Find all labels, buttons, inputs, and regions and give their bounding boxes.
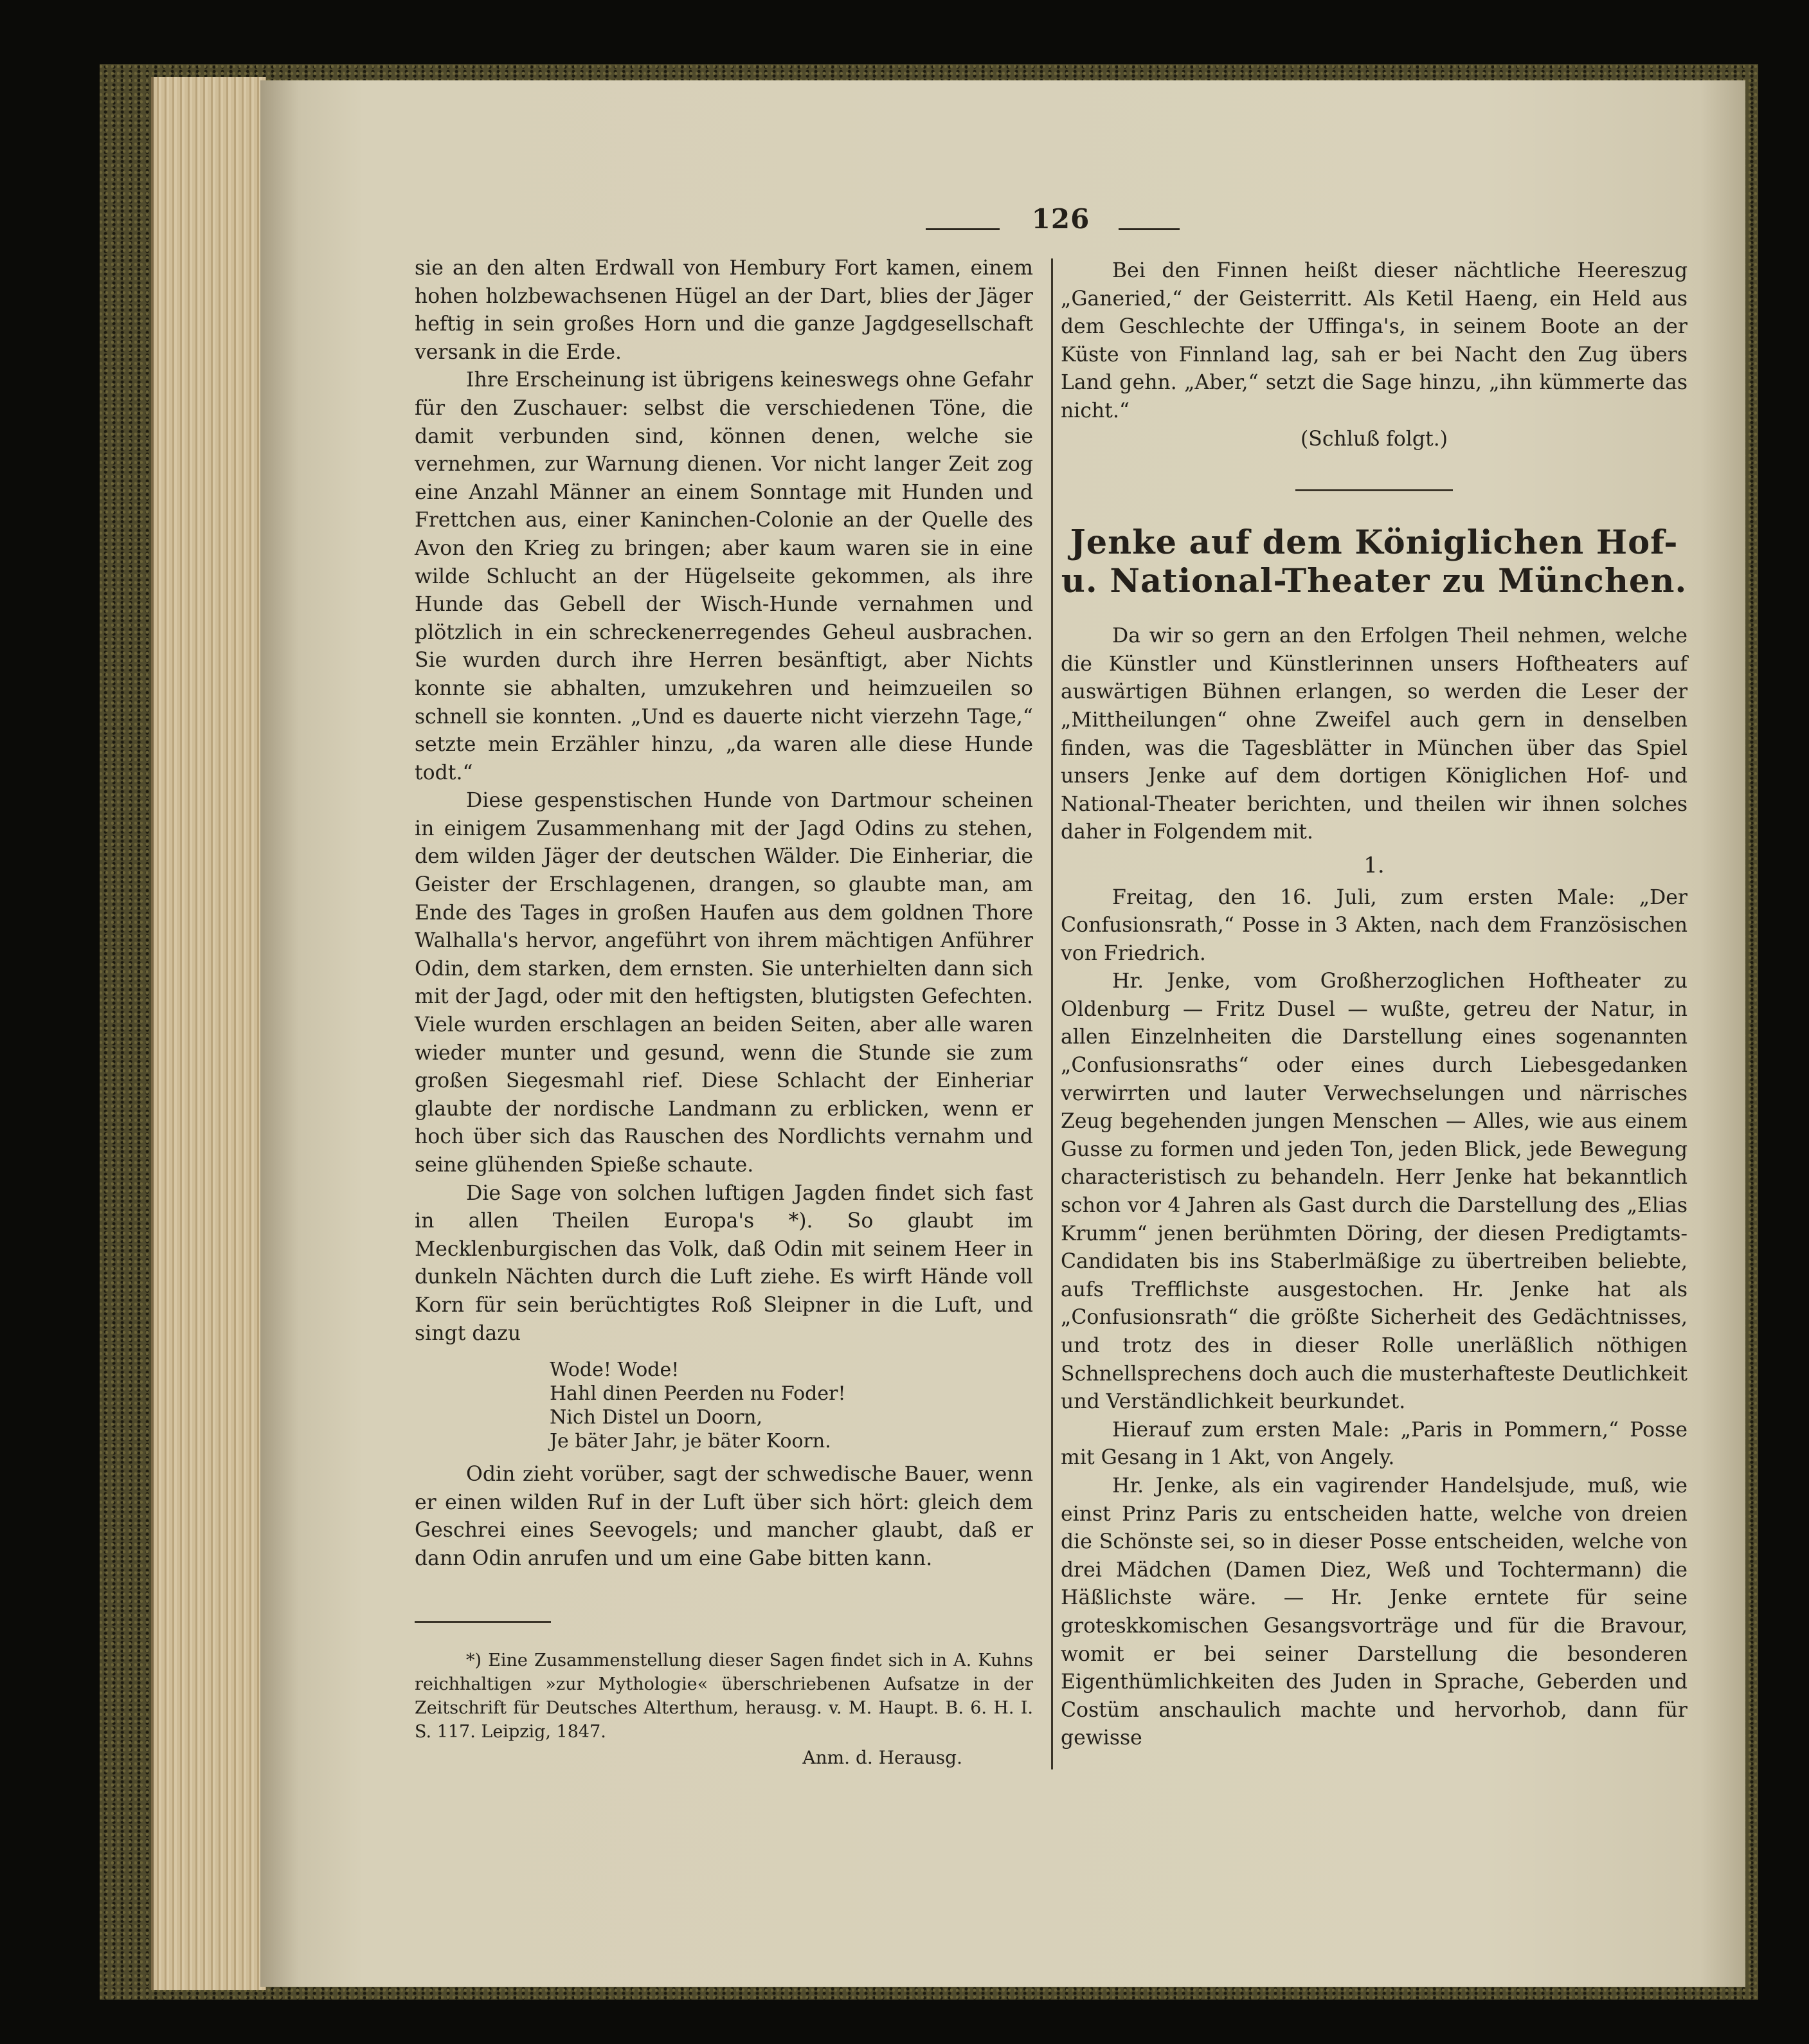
page-number: 126 — [1031, 203, 1090, 235]
paragraph: Diese gespenstischen Hunde von Dartmour scheinen in einigem Zusammenhang mit der Jagd Odins zu stehen, dem wilden Jäger der deutschen Wälder. Die Einheriar, die Geister der Erschlagenen, drangen, so glaubte man, am Ende des Tages in großen Haufen aus dem goldnen Thore Walhalla's hervor, angeführt von ihrem mächtigen Anführer Odin, dem starken, dem ernsten. Sie unterhielten dann sich mit der Jagd, oder mit den heftigsten, blutigsten Gefechten. Viele wurden erschlagen an beiden Seiten, aber alle waren wieder munter und gesund, wenn die Stunde sie zum großen Siegesmahl rief. Diese Schlacht der Einheriar glaubte der nordische Landmann zu erblicken, wenn er hoch über sich das Rauschen des Nordlichts vernahm und seine glühenden Spieße schaute. — [415, 789, 1033, 1177]
page-edges — [151, 77, 266, 1990]
footnote-signature: Anm. d. Herausg. — [802, 1746, 962, 1768]
paragraph: Hr. Jenke, als ein vagirender Handelsjude, muß, wie einst Prinz Paris zu entscheiden hatte, welche von dreien die Schönste sei, so in dieser Posse entscheiden, welche von drei Mädchen (Damen Diez, Weß und Tochtermann) die Häßlichste wäre. — Hr. Jenke erntete für seine groteskkomischen Gesangsvorträge und für die Bravour, womit er bei seiner Darstellung die besonderen Eigenthümlichkeiten des Juden in Sprache, Geberden und Costüm anschaulich machte und hervorhob, dann für gewisse — [1061, 1474, 1688, 1750]
article-headline: Jenke auf dem Königlichen Hof- u. National-Theater zu München. — [1061, 523, 1688, 601]
paragraph: Odin zieht vorüber, sagt der schwedische Bauer, wenn er einen wilden Ruf in der Luft über sich hört: gleich dem Geschrei eines Seevogels; und mancher glaubt, daß er dann Odin anrufen und um eine Gabe bitten kann. — [415, 1463, 1033, 1570]
left-column — [415, 255, 1033, 1771]
footnote-rule — [415, 1621, 551, 1623]
page-number-rule-right — [1119, 228, 1180, 230]
section-rule — [1295, 489, 1453, 491]
paragraph: Freitag, den 16. Juli, zum ersten Male: „Der Confusionsrath,“ Posse in 3 Akten, nach dem Französischen von Friedrich. — [1061, 885, 1688, 965]
paragraph: Ihre Erscheinung ist übrigens keineswegs ohne Gefahr für den Zuschauer: selbst die verschiedenen Töne, die damit verbunden sind, können denen, welche sie vernehmen, zur Warnung dienen. Vor nicht langer Zeit zog eine Anzahl Männer an einem Sonntage mit Hunden und Frettchen aus, einer Kaninchen-Colonie an der Quelle des Avon den Krieg zu bringen; aber kaum waren sie in eine wilde Schlucht an der Hügelseite gekommen, als ihre Hunde das Gebell der Wisch-Hunde vernahmen und plötzlich in ein schreckenerregendes Geheul ausbrachen. Sie wurden durch ihre Herren besänftigt, aber Nichts konnte sie abhalten, umzukehren und heimzueilen so schnell sie konnten. „Und es dauerte nicht vierzehn Tage,“ setzte mein Erzähler hinzu, „da waren alle diese Hunde todt.“ — [415, 368, 1033, 784]
paragraph: Hr. Jenke, vom Großherzoglichen Hoftheater zu Oldenburg — Fritz Dusel — wußte, getreu der Natur, in allen Einzelnheiten die Darstellung eines sogenannten „Confusionsraths“ oder eines durch Liebesgedanken verwirrten und lauter Verwechselungen und närrisches Zeug begehenden jungen Menschen — Alles, wie aus einem Gusse zu formen und jeden Ton, jeden Blick, jede Bewegung characteristisch zu behandeln. Herr Jenke hat bekanntlich schon vor 4 Jahren als Gast durch die Darstellung des „Elias Krumm“ jenen berühmten Döring, der diesen Predigtamts-Candidaten bis ins Staberlmäßige zu übertreiben beliebte, aufs Trefflichste ausgestochen. Hr. Jenke hat als „Confusionsrath“ die größte Sicherheit des Gedächtnisses, und trotz des in dieser Rolle unerläßlich nöthigen Schnellsprechens doch auch die musterhafteste Deutlichkeit und Verständlichkeit beurkundet. — [1061, 970, 1688, 1414]
verse — [550, 1358, 1033, 1453]
verse-line: Hahl dinen Peerden nu Foder! — [550, 1382, 846, 1406]
paragraph: Hierauf zum ersten Male: „Paris in Pommern,“ Posse mit Gesang in 1 Akt, von Angely. — [1061, 1418, 1688, 1470]
paragraph: Die Sage von solchen luftigen Jagden findet sich fast in allen Theilen Europa's *). So glaubt im Mecklenburgischen das Volk, daß Odin mit seinem Heer in dunkeln Nächten durch die Luft ziehe. Es wirft Hände voll Korn für sein berüchtigtes Roß Sleipner in die Luft, und singt dazu — [415, 1181, 1033, 1345]
section-number: 1. — [1364, 852, 1385, 878]
verse-line: Je bäter Jahr, je bäter Koorn. — [550, 1430, 831, 1453]
paragraph: Bei den Finnen heißt dieser nächtliche Heereszug „Ganeried,“ der Geisterritt. Als Ketil Haeng, ein Held aus dem Geschlechte der Uffinga's, in seinem Boote an der Küste von Finnland lag, sah er bei Nacht den Zug übers Land gehn. „Aber,“ setzt die Sage hinzu, „ihn kümmerte das nicht.“ — [1061, 259, 1688, 422]
paragraph: sie an den alten Erdwall von Hembury Fort kamen, einem hohen holzbewachsenen Hügel an der Dart, blies der Jäger heftig in sein großes Horn und die ganze Jagdgesellschaft versank in die Erde. — [415, 257, 1033, 364]
right-column — [1061, 257, 1688, 1753]
verse-line: Nich Distel un Doorn, — [550, 1406, 763, 1429]
verse-line: Wode! Wode! — [550, 1359, 680, 1382]
to-be-continued: (Schluß folgt.) — [1300, 427, 1448, 451]
column-divider — [1051, 258, 1053, 1769]
footnote: *) Eine Zusammenstellung dieser Sagen findet sich in A. Kuhns reichhaltigen »zur Mythologie« überschriebenen Aufsatze in der Zeitschrift für Deutsches Alterthum, herausg. v. M. Haupt. B. 6. H. I. S. 117. Leipzig, 1847. — [415, 1650, 1033, 1742]
lead-paragraph: Da wir so gern an den Erfolgen Theil nehmen, welche die Künstler und Künstlerinnen unsers Hoftheaters auf auswärtigen Bühnen erlangen, so werden die Leser der „Mittheilungen“ ohne Zweifel auch gern in denselben finden, was die Tagesblätter in München über das Spiel unsers Jenke auf dem dortigen Königlichen Hof- und National-Theater berichten, und theilen wir ihnen solches daher in Folgendem mit. — [1061, 624, 1688, 844]
